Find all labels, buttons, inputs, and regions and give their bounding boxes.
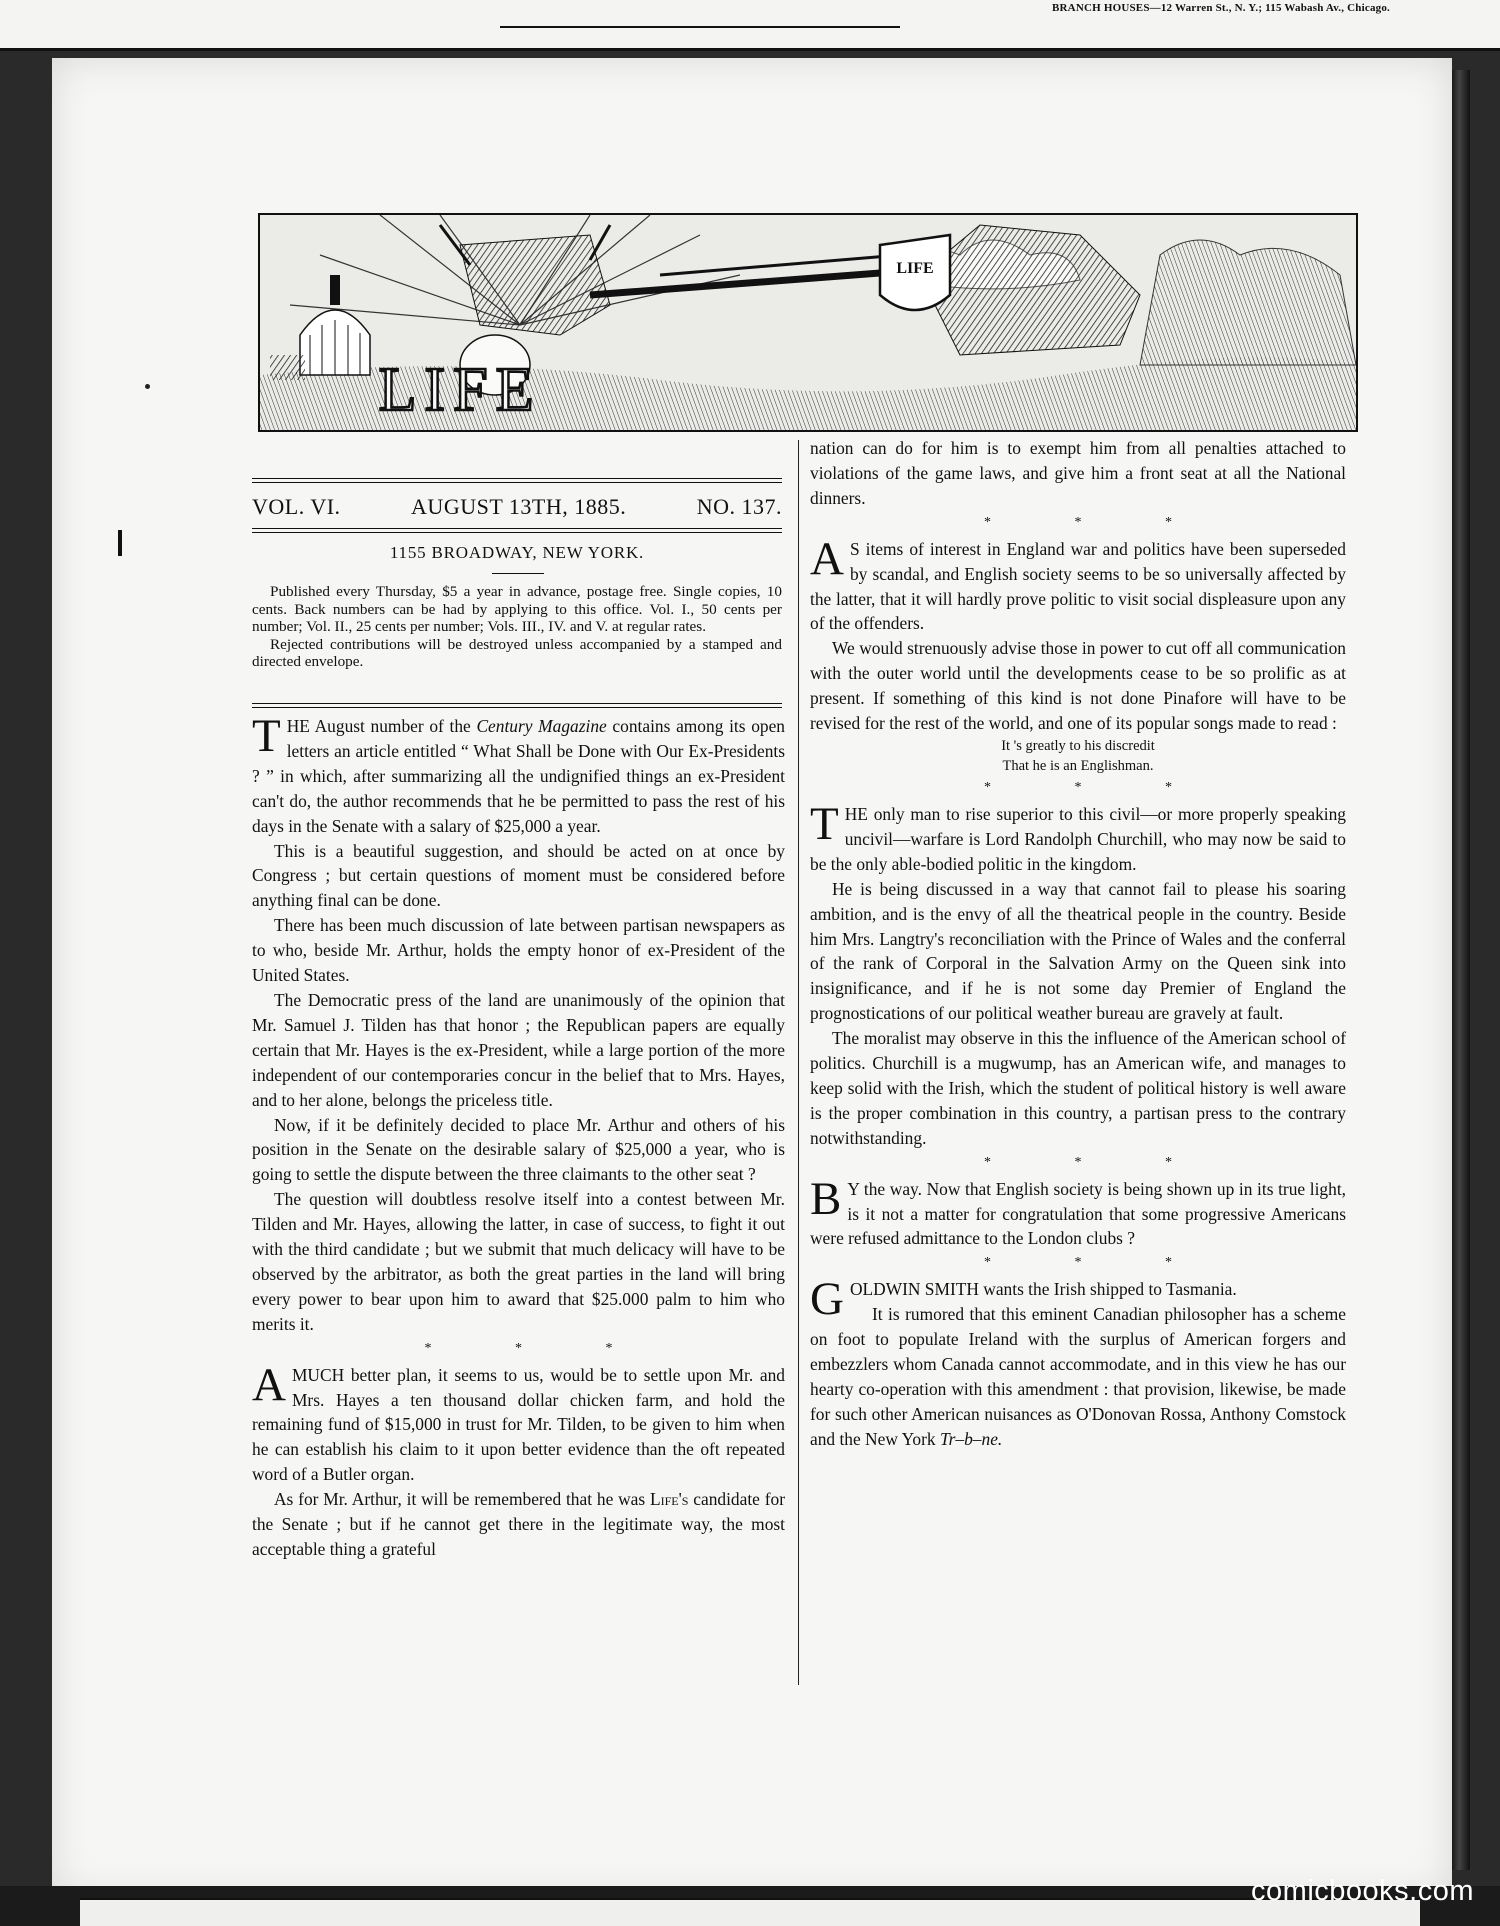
drop-cap: B	[810, 1172, 842, 1225]
masthead-top-rule	[252, 478, 782, 483]
address-rule	[492, 573, 544, 574]
section-stars: * * *	[424, 1340, 653, 1356]
subscription-info: Published every Thursday, $5 a year in advance, postage free. Single copies, 10 cents. Back numbers can be had by applying to this office. Vol. I., 50 cents per number; Vol. II., 25 cents per number; Vols. III., IV. and V. at regular rates.	[252, 583, 782, 635]
article-century: THE August number of the Century Magazine contains among its open letters an article entitled “ What Shall be Done with Our Ex-Presidents ? ” in which, after summarizing all the undignified things an ex-President can't do, the author recommends that he be permitted to pass the rest of his days in the Senate with a salary of $25,000 a year.	[252, 710, 785, 836]
paragraph: This is a beautiful suggestion, and should be acted on at once by Congress ; but certain questions of moment must be considered before anything final can be done.	[252, 840, 785, 911]
article-churchill: THE only man to rise superior to this civil—or more properly speaking uncivil—warfare is Lord Randolph Churchill, who may now be said to be the only able-bodied politic in the kingdom.	[810, 797, 1346, 874]
info-bottom-rule	[252, 703, 782, 708]
volume: VOL. VI.	[252, 494, 341, 519]
paragraph: It is rumored that this eminent Canadian philosopher has a scheme on foot to populate Ireland with the surplus of American forgers and embezzlers whom Canada cannot accommodate, and in this view he has our hearty co-operation with this amendment : that provision, likewise, be made for such other American nuisances as O'Donovan Rossa, Anthony Comstock and the New York Tr–b–ne.	[810, 1304, 1346, 1449]
watermark: comicbooks.com	[1251, 1875, 1474, 1907]
section-stars: * * *	[984, 1154, 1212, 1170]
drop-cap: A	[810, 532, 844, 585]
drop-cap: T	[810, 797, 839, 850]
section-stars: * * *	[984, 514, 1212, 530]
paragraph: The question will doubtless resolve itself into a contest between Mr. Tilden and Mr. Hayes, allowing the latter, in case of success, to fight it out with the third candidate ; but we submit that much delicacy will have to be observed by the arbitrator, as both the great parties in the land will bring every power to bear upon him to award that $25.000 palm to him who merits it.	[252, 1189, 785, 1334]
continued-paragraph: nation can do for him is to exempt him from all penalties attached to violations of the game laws, and give him a front seat at all the National dinners.	[810, 438, 1346, 508]
article-england: A S items of interest in England war and politics have been superseded by scandal, and English society seems to be so universally affected by the latter, that it will hardly prove politic to visit social displeasure upon any of the offenders.	[810, 532, 1346, 634]
page-edge	[1452, 70, 1470, 1870]
section-stars: * * *	[984, 1255, 1212, 1271]
issue-date: AUGUST 13TH, 1885.	[411, 494, 627, 519]
paragraph: We would strenuously advise those in power to cut off all communication with the outer world until the developments cease to be so prolific as at present. If something of this kind is not done Pinafore will have to be revised for the rest of the world, and one of its popular songs made to read :	[810, 638, 1346, 734]
publication-info	[252, 583, 782, 671]
column-divider	[798, 440, 799, 1685]
margin-dot	[145, 384, 150, 389]
section-stars: * * *	[984, 779, 1212, 795]
issue-number: NO. 137.	[696, 494, 782, 519]
previous-page-rule	[500, 0, 900, 28]
left-column	[252, 710, 785, 1562]
verse-line: That he is an Englishman.	[1002, 757, 1154, 774]
previous-page-strip	[0, 0, 1500, 51]
life-title: LIFE	[378, 356, 542, 424]
address: 1155 BROADWAY, NEW YORK.	[389, 543, 645, 562]
drop-cap: T	[252, 710, 281, 762]
drop-cap: A	[252, 1358, 286, 1411]
article-goldwin-smith: GOLDWIN SMITH wants the Irish shipped to Tasmania.	[810, 1273, 1237, 1326]
right-column	[810, 436, 1346, 1452]
paragraph: The Democratic press of the land are unanimously of the opinion that Mr. Samuel J. Tilden has that honor ; the Republican papers are equally certain that Mr. Hayes is the ex-President, while a large portion of the more independent of our contemporaries concur in the belief that to Mrs. Hayes, and to her alone, belongs the priceless title.	[252, 989, 785, 1110]
paragraph: As for Mr. Arthur, it will be remembered that he was Life's candidate for the Senate ; but if he cannot get there in the legitimate way, the most acceptable thing a grateful	[252, 1489, 785, 1559]
paragraph: There has been much discussion of late between partisan newspapers as to who, beside Mr. Arthur, holds the empty honor of ex-President of the United States.	[252, 915, 785, 986]
paragraph: The moralist may observe in this the influence of the American school of politics. Churchill is a mugwump, has an American wife, and manages to keep solid with the Irish, which the student of political history is well aware is the proper combination in this country, a partisan press to the contrary notwithstanding.	[810, 1028, 1346, 1148]
masthead-illustration	[258, 213, 1358, 432]
magazine-title: Century Magazine	[476, 716, 607, 736]
next-page-edge	[80, 1898, 1420, 1926]
drop-cap: G	[810, 1273, 844, 1326]
masthead-illustration-svg	[260, 215, 1356, 430]
branch-houses-text: BRANCH HOUSES—12 Warren St., N. Y.; 115 Wabash Av., Chicago.	[1052, 2, 1390, 14]
verse-line: It 's greatly to his discredit	[1001, 737, 1155, 754]
shield-word: LIFE	[896, 260, 934, 277]
article-by-the-way: B Y the way. Now that English society is being shown up in its true light, is it not a matter for congratulation that some progressive Americans were refused admittance to the London clubs ?	[810, 1172, 1346, 1249]
margin-mark	[118, 530, 122, 556]
paragraph: Now, if it be definitely decided to place Mr. Arthur and others of his position in the Senate on the desirable salary of $25,000 a year, who is going to settle the dispute between the three claimants to the other seat ?	[252, 1114, 785, 1185]
paragraph: He is being discussed in a way that cannot fail to please his soaring ambition, and is the envy of all the theatrical people in the country. Beside him Mrs. Langtry's reconciliation with the Prince of Wales and the conferral of the rank of Corporal in the Salvation Army on the Queen sink into insignificance, and if he is not some day Premier of England the prognostications of our political weather bureau are gravely at fault.	[810, 878, 1346, 1024]
article-chicken-farm: A MUCH better plan, it seems to us, would be to settle upon Mr. and Mrs. Hayes a ten thousand dollar chicken farm, and hold the remaining fund of $15,000 in trust for Mr. Tilden, to be given to him when he can establish his claim to it upon better evidence than the oft repeated word of a Butler organ.	[252, 1358, 785, 1485]
masthead-line	[252, 494, 782, 520]
masthead-bottom-rule	[252, 528, 782, 533]
contributions-notice: Rejected contributions will be destroyed unless accompanied by a stamped and directed envelope.	[252, 635, 782, 670]
